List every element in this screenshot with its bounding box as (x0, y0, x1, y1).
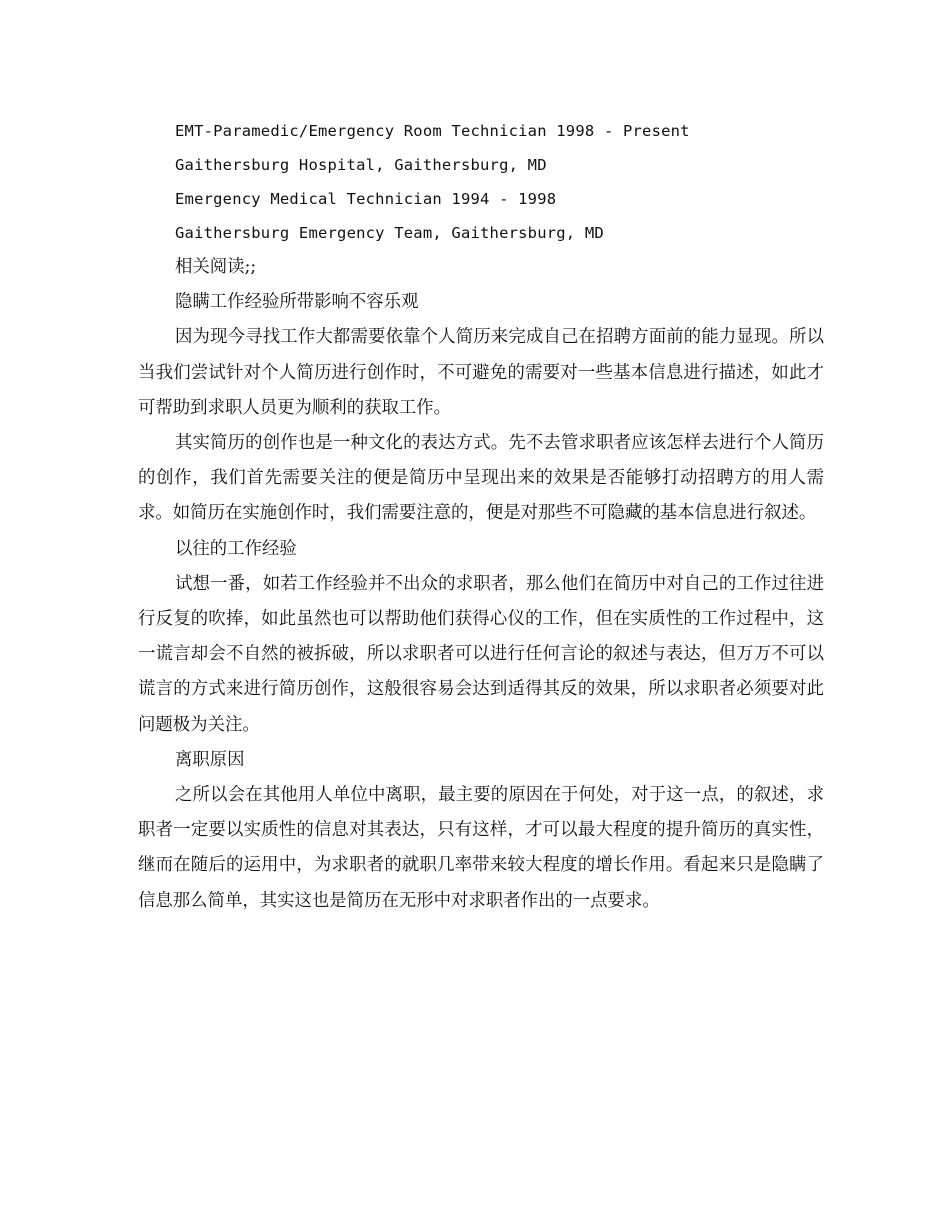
paragraph-intro: 因为现今寻找工作大都需要依靠个人简历来完成自己在招聘方面前的能力显现。所以当我们尝试针对个人简历进行创作时，不可避免的需要对一些基本信息进行描述，如此才可帮助到求职人员更为顺利的获取工作。 (138, 327, 824, 418)
paragraph-leaving: 之所以会在其他用人单位中离职，最主要的原因在于何处，对于这一点，的叙述，求职者一定要以实质性的信息对其表达，只有这样，才可以最大程度的提升简历的真实性，继而在随后的运用中，为求职者的就职几率带来较大程度的增长作用。看起来只是隐瞒了信息那么简单，其实这也是简历在无形中对求职者作出的一点要求。 (138, 785, 824, 911)
experience-line-3: Emergency Medical Technician 1994 - 1998 (175, 190, 557, 208)
paragraph-past-work: 试想一番，如若工作经验并不出众的求职者，那么他们在简历中对自己的工作过往进行反复的吹捧，如此虽然也可以帮助他们获得心仪的工作，但在实质性的工作过程中，这一谎言却会不自然的被拆破，所以求职者可以进行任何言论的叙述与表达，但万万不可以谎言的方式来进行简历创作，这般很容易会达到适得其反的效果，所以求职者必须要对此问题极为关注。 (138, 573, 824, 735)
experience-line-1: EMT-Paramedic/Emergency Room Technician 1998 - Present (175, 122, 690, 140)
section-heading-past-work: 以往的工作经验 (175, 538, 297, 559)
experience-line-4: Gaithersburg Emergency Team, Gaithersburg, MD (175, 224, 604, 242)
section-heading-leaving: 离职原因 (175, 749, 245, 770)
experience-line-2: Gaithersburg Hospital, Gaithersburg, MD (175, 156, 547, 174)
article-title: 隐瞒工作经验所带影响不容乐观 (175, 292, 419, 313)
related-reading-label: 相关阅读;; (175, 257, 257, 277)
document-body (138, 114, 824, 919)
paragraph-culture: 其实简历的创作也是一种文化的表达方式。先不去管求职者应该怎样去进行个人简历的创作，我们首先需要关注的便是简历中呈现出来的效果是否能够打动招聘方的用人需求。如简历在实施创作时，我们需要注意的，便是对那些不可隐藏的基本信息进行叙述。 (138, 433, 824, 524)
